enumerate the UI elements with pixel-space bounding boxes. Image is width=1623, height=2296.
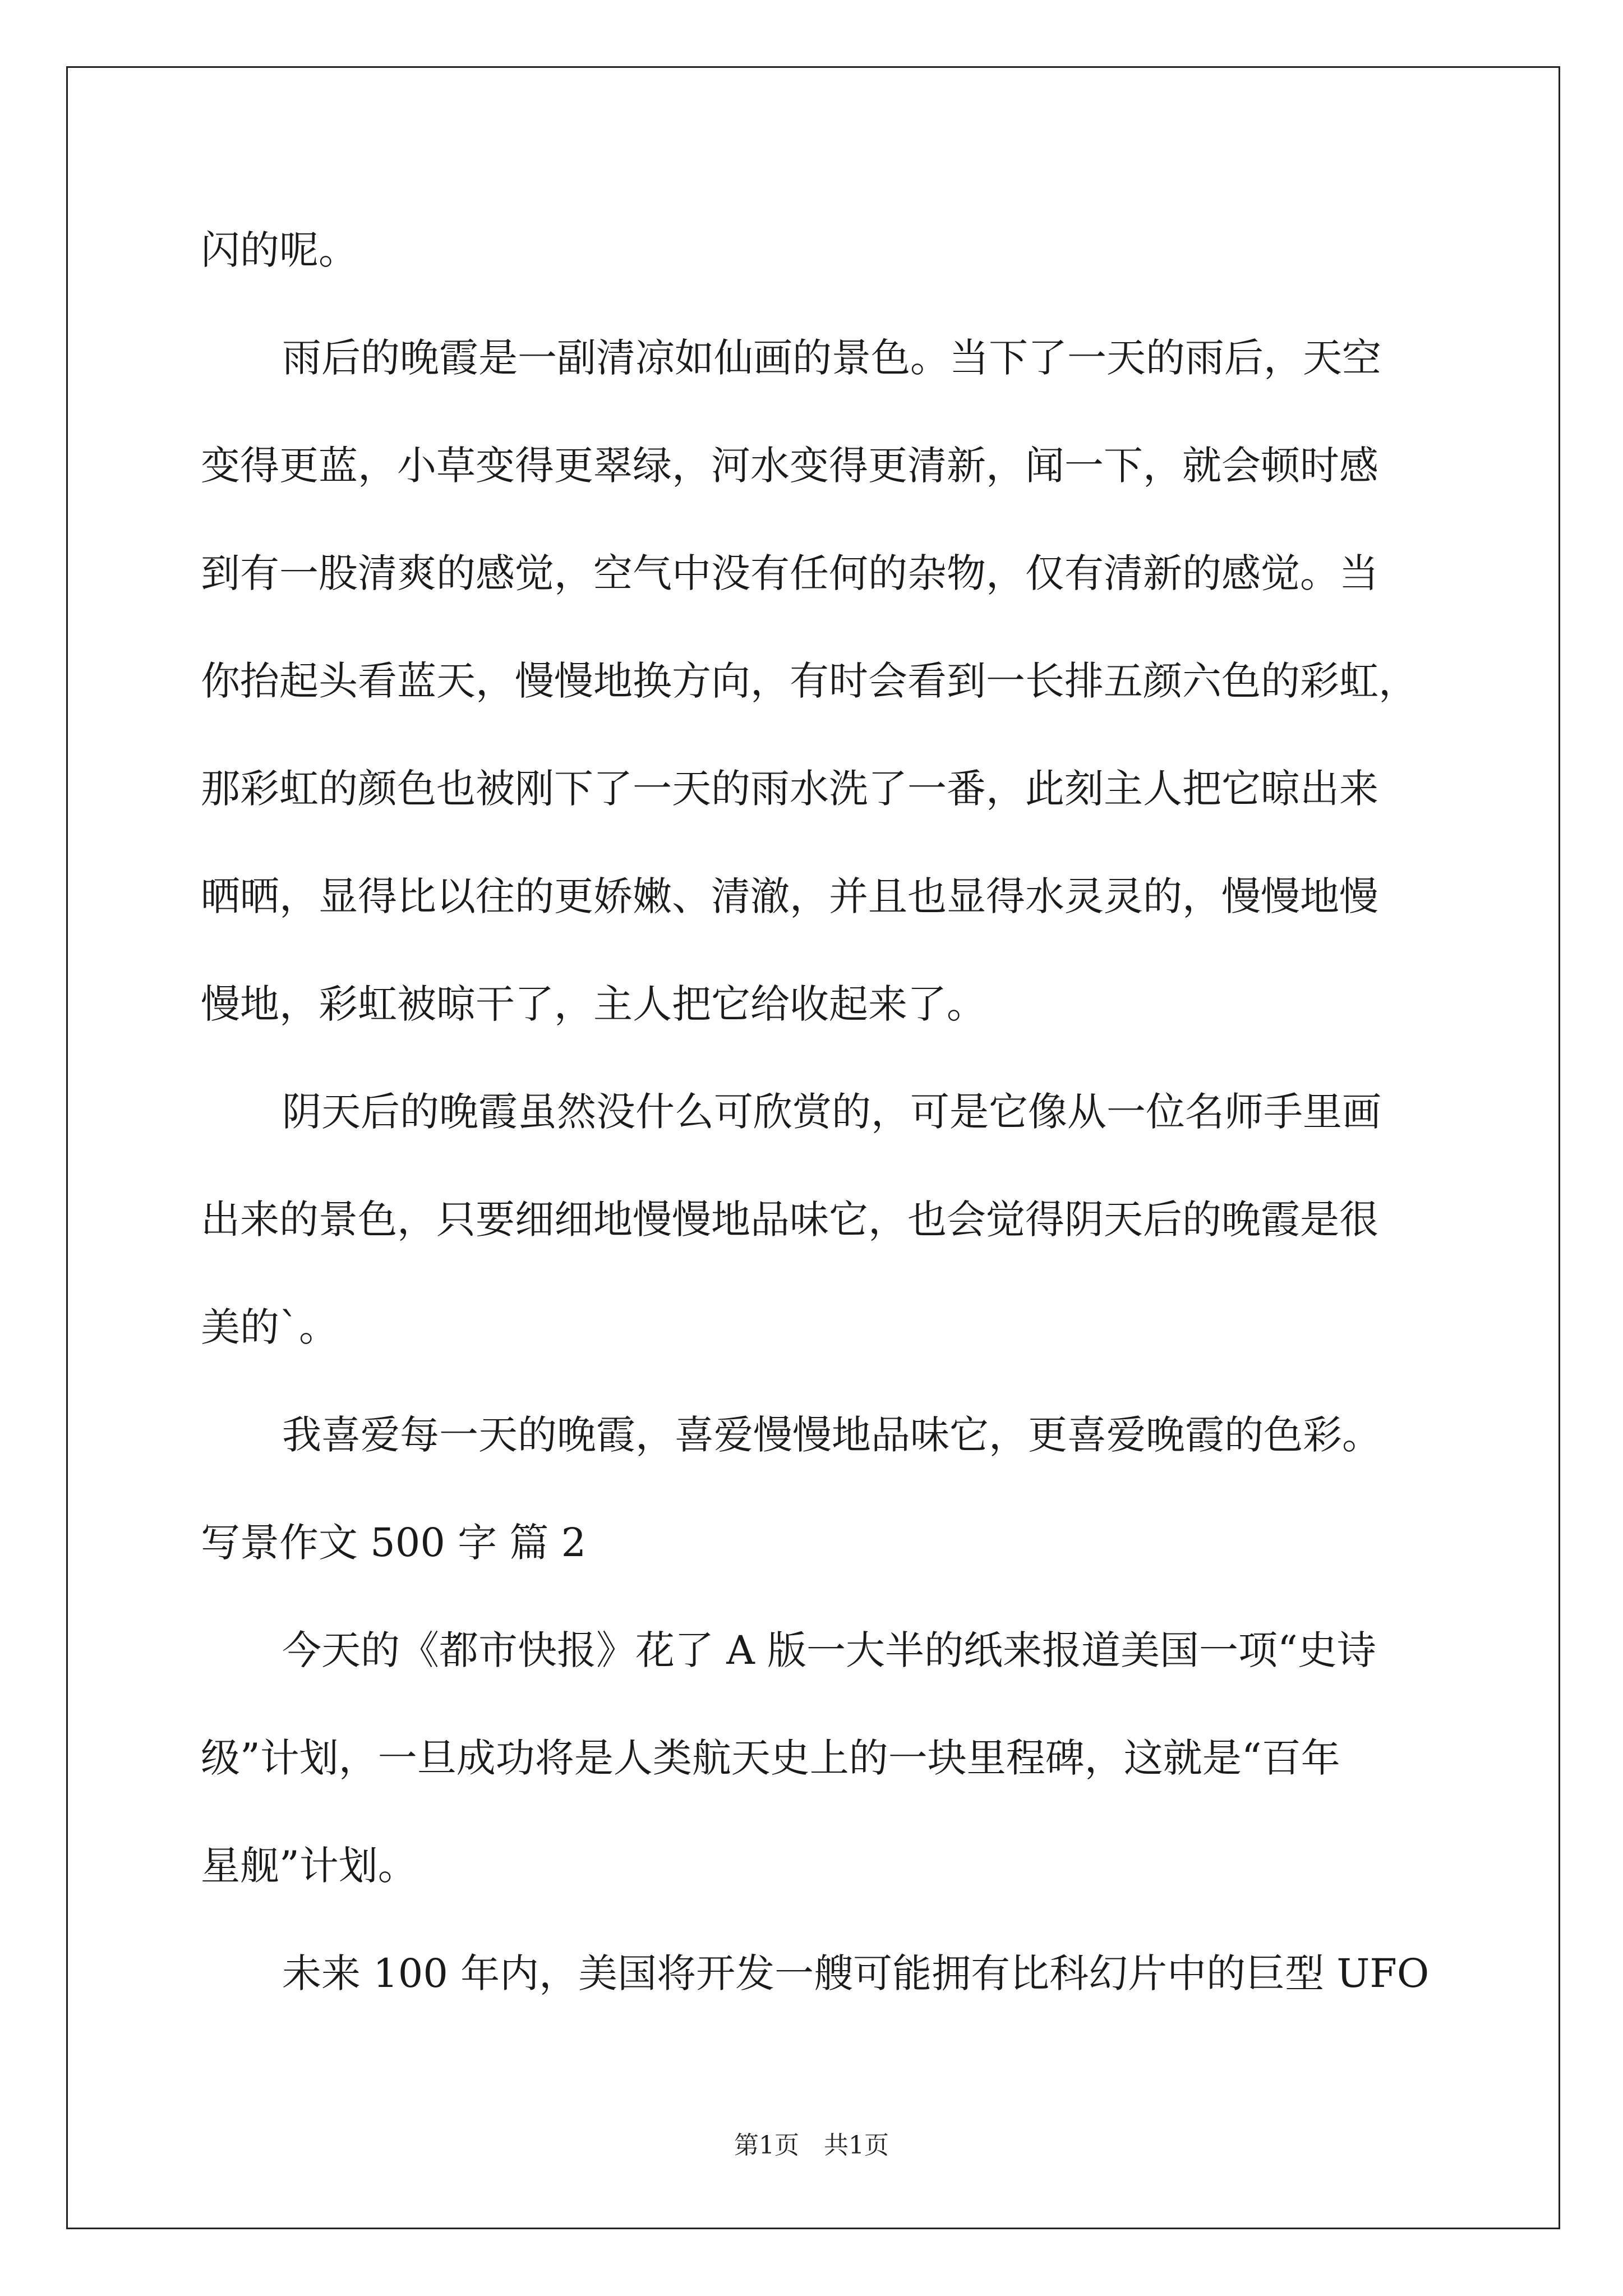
text-line: 雨后的晚霞是一副清凉如仙画的景色。当下了一天的雨后，天空: [282, 335, 1381, 381]
text-line: 出来的景色，只要细细地慢慢地品味它，也会觉得阴天后的晚霞是很: [201, 1197, 1378, 1243]
text-line: 你抬起头看蓝天，慢慢地换方向，有时会看到一长排五颜六色的彩虹，: [201, 658, 1418, 704]
text-line: 今天的《都市快报》花了 A 版一大半的纸来报道美国一项“史诗: [282, 1627, 1376, 1673]
section-heading: 写景作文 500 字 篇 2: [201, 1520, 587, 1566]
text-line: 到有一股清爽的感觉，空气中没有任何的杂物，仅有清新的感觉。当: [201, 550, 1378, 596]
text-line: 闪的呢。: [201, 227, 358, 273]
page-number: 第1页 共1页: [734, 2131, 889, 2160]
text-line: 慢地，彩虹被晾干了，主人把它给收起来了。: [201, 981, 986, 1027]
document-body: [201, 196, 1435, 2027]
text-line: 晒晒，显得比以往的更娇嫩、清澈，并且也显得水灵灵的，慢慢地慢: [201, 873, 1378, 919]
text-line: 我喜爱每一天的晚霞，喜爱慢慢地品味它，更喜爱晚霞的色彩。: [282, 1412, 1381, 1458]
text-line: 星舰”计划。: [201, 1843, 417, 1889]
text-line: 那彩虹的颜色也被刚下了一天的雨水洗了一番，此刻主人把它晾出来: [201, 766, 1378, 812]
text-line: 级”计划，一旦成功将是人类航天史上的一块里程碑，这就是“百年: [201, 1735, 1340, 1781]
text-line: 变得更蓝，小草变得更翠绿，河水变得更清新，闻一下，就会顿时感: [201, 443, 1378, 489]
text-line: 阴天后的晚霞虽然没什么可欣赏的，可是它像从一位名师手里画: [282, 1089, 1381, 1135]
text-line: 未来 100 年内，美国将开发一艘可能拥有比科幻片中的巨型 UFO: [282, 1950, 1430, 1996]
text-line: 美的`。: [201, 1304, 338, 1350]
